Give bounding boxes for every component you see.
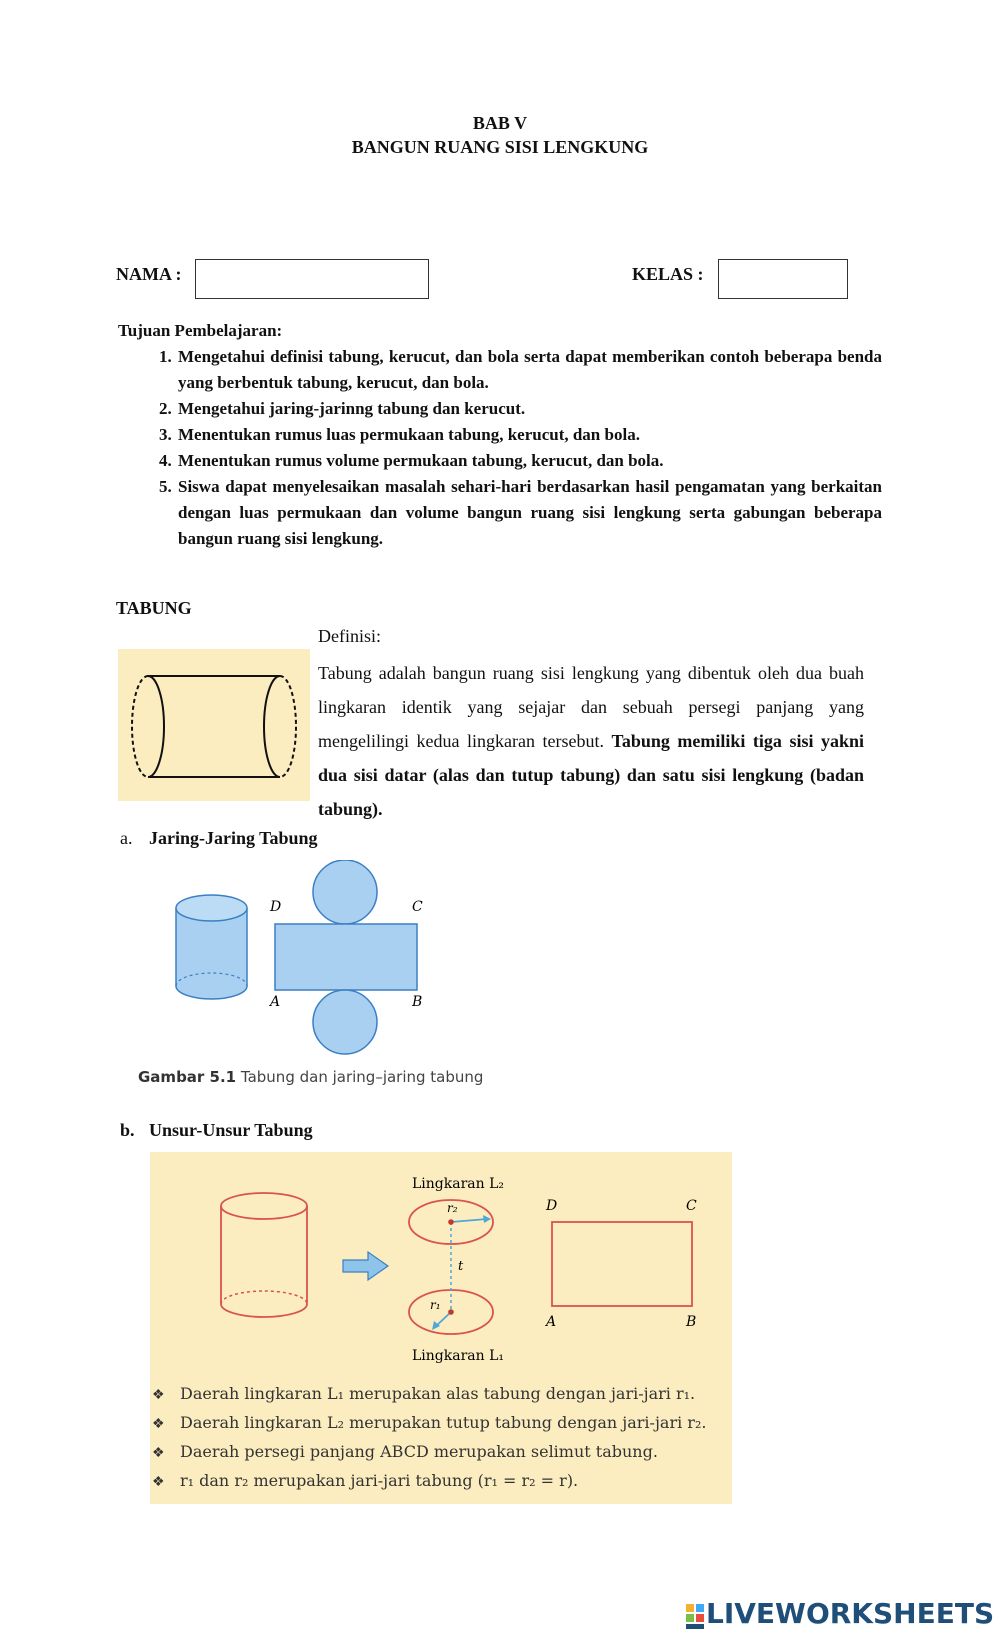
list-marker-a: a.: [120, 828, 133, 848]
red-cylinder-bottom-back: [221, 1291, 307, 1304]
objective-item: 5. Siswa dapat menyelesaikan masalah sehari-hari berdasarkan hasil pengamatan yang berkaitan dengan luas permukaan dan volume bangun ruang sisi lengkung serta gabungan beberapa bangun ruang sisi lengkung.: [176, 474, 882, 552]
net-rectangle: [275, 924, 417, 990]
diamond-bullet-icon: ❖: [152, 1387, 165, 1403]
objectives: [118, 318, 882, 552]
caption-number: Gambar 5.1: [138, 1068, 237, 1086]
definition-plain: Tabung adalah bangun ruang sisi lengkung yang dibentuk oleh dua buah lingkaran identik yang sejajar dan sebuah persegi panjang yang mengelilingi kedua lingkaran tersebut.: [318, 663, 864, 751]
diamond-bullet-icon: ❖: [152, 1416, 165, 1432]
net-label-c: C: [412, 899, 423, 915]
section-heading-tabung: TABUNG: [116, 598, 192, 618]
objective-item: 2. Mengetahui jaring-jarinng tabung dan kerucut.: [176, 396, 882, 422]
rect-label-b: B: [686, 1314, 697, 1330]
definition-text: [318, 656, 864, 826]
bullet-text: Daerah lingkaran L₂ merupakan tutup tabung dengan jari-jari r₂.: [180, 1413, 707, 1432]
objective-item: 1. Mengetahui definisi tabung, kerucut, dan bola serta dapat memberikan contoh beberapa benda yang berbentuk tabung, kerucut, dan bola.: [176, 344, 882, 396]
elements-figure: [150, 1152, 732, 1374]
definition-label: Definisi:: [318, 626, 381, 646]
label-circle-top: Lingkaran L₂: [412, 1176, 504, 1192]
definition-bold: Tabung memiliki tiga sisi yakni dua sisi datar (alas dan tutup tabung) dan satu sisi lengkung (badan tabung).: [318, 731, 865, 819]
bullet-text: Daerah lingkaran L₁ merupakan alas tabung dengan jari-jari r₁.: [180, 1384, 696, 1403]
red-cylinder-top: [221, 1193, 307, 1219]
net-cylinder-top: [176, 895, 247, 921]
bullet-item: [152, 1379, 706, 1408]
net-label-d: D: [270, 899, 282, 915]
red-cylinder-bottom-front: [221, 1304, 307, 1317]
objectives-heading: Tujuan Pembelajaran:: [118, 321, 283, 340]
net-top-circle: [313, 860, 377, 924]
chapter-label: BAB V: [472, 113, 528, 133]
rect-label-a: A: [546, 1314, 557, 1330]
center-l2: [448, 1219, 454, 1225]
rect-label-d: D: [546, 1198, 558, 1214]
objective-item: 3. Menentukan rumus luas permukaan tabung, kerucut, dan bola.: [176, 422, 882, 448]
objective-item: 4. Menentukan rumus volume permukaan tabung, kerucut, dan bola.: [176, 448, 882, 474]
liveworksheets-brand: LIVEWORKSHEETS: [706, 1597, 995, 1630]
bullet-text: r₁ dan r₂ merupakan jari-jari tabung (r₁ = r₂ = r).: [180, 1471, 579, 1490]
bullet-item: [152, 1437, 706, 1466]
bullet-text: Daerah persegi panjang ABCD merupakan selimut tabung.: [180, 1442, 658, 1461]
net-bottom-circle: [313, 990, 377, 1054]
figure-caption: [138, 1068, 483, 1086]
page-title: BANGUN RUANG SISI LENGKUNG: [351, 137, 649, 157]
label-t: t: [458, 1259, 464, 1274]
rectangle-abcd: [552, 1222, 692, 1306]
transform-arrow-icon: [343, 1252, 388, 1280]
label-r1: r₁: [430, 1298, 441, 1312]
illustration-background: [118, 649, 310, 801]
class-label: KELAS :: [632, 264, 704, 284]
bullet-item: [152, 1466, 706, 1495]
class-field[interactable]: [718, 259, 848, 299]
bullet-item: [152, 1408, 706, 1437]
elements-heading: Unsur-Unsur Tabung: [149, 1120, 313, 1140]
net-label-a: A: [270, 994, 281, 1010]
cylinder-illustration: [118, 649, 310, 801]
rect-label-c: C: [686, 1198, 697, 1214]
radius-r2-line: [451, 1219, 487, 1222]
elements-bullet-list: [152, 1379, 706, 1495]
net-label-b: B: [412, 994, 423, 1010]
name-field[interactable]: [195, 259, 429, 299]
objectives-list: [118, 344, 882, 552]
diamond-bullet-icon: ❖: [152, 1474, 165, 1490]
label-r2: r₂: [447, 1201, 458, 1215]
radius-r2-arrowhead: [483, 1215, 491, 1223]
caption-text: Tabung dan jaring–jaring tabung: [240, 1068, 484, 1086]
list-marker-b: b.: [120, 1120, 135, 1140]
net-heading: Jaring-Jaring Tabung: [149, 828, 318, 848]
label-circle-bottom: Lingkaran L₁: [412, 1348, 504, 1364]
cylinder-net-figure: [160, 860, 460, 1065]
center-l1: [448, 1309, 454, 1315]
diamond-bullet-icon: ❖: [152, 1445, 165, 1461]
name-label: NAMA :: [116, 264, 182, 284]
